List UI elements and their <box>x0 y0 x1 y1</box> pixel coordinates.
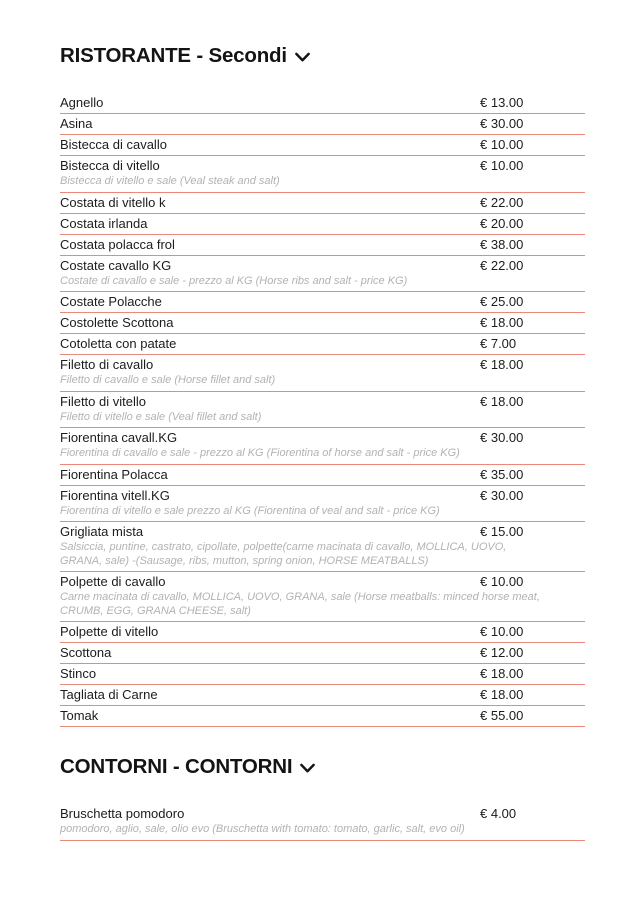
item-description: pomodoro, aglio, sale, olio evo (Bruschetta with tomato: tomato, garlic, salt, evo oil) <box>60 823 465 835</box>
menu-item-row[interactable] <box>60 465 585 486</box>
item-price: € 10.00 <box>480 158 524 173</box>
item-name: Fiorentina vitell.KG <box>60 487 170 503</box>
item-price: € 22.00 <box>480 194 524 210</box>
menu-item-main <box>60 358 585 372</box>
item-price: € 10.00 <box>480 624 524 639</box>
menu-item-row[interactable] <box>60 392 585 429</box>
chevron-down-icon <box>294 49 311 66</box>
item-name: Bistecca di cavallo <box>60 137 167 152</box>
item-price: € 10.00 <box>480 137 524 152</box>
item-name: Stinco <box>60 666 97 681</box>
item-price: € 18.00 <box>480 357 524 372</box>
item-name: Polpette di cavallo <box>60 574 166 589</box>
section-header[interactable] <box>60 44 585 68</box>
menu-item-row[interactable] <box>60 334 585 355</box>
menu-item-row[interactable] <box>60 685 585 706</box>
item-name: Costolette Scottona <box>60 315 174 330</box>
menu-item-main <box>60 807 585 821</box>
menu-item-row[interactable] <box>60 706 585 727</box>
menu-item-row[interactable] <box>60 156 585 193</box>
menu-item-row[interactable] <box>60 93 585 114</box>
menu-item-main <box>60 196 585 210</box>
item-price: € 18.00 <box>480 315 524 330</box>
item-name: Costata di vitello k <box>60 194 166 210</box>
item-price: € 18.00 <box>480 393 524 409</box>
item-price: € 30.00 <box>480 430 524 445</box>
chevron-down-icon <box>299 760 316 777</box>
menu-item-row[interactable] <box>60 193 585 214</box>
menu-section <box>60 755 585 841</box>
menu-item-main <box>60 238 585 252</box>
item-price: € 18.00 <box>480 687 524 702</box>
menu-item-main <box>60 316 585 330</box>
item-price: € 7.00 <box>480 336 517 351</box>
item-price: € 18.00 <box>480 666 524 681</box>
menu-item-main <box>60 575 585 589</box>
item-name: Filetto di vitello <box>60 393 146 409</box>
menu-item-row[interactable] <box>60 114 585 135</box>
item-name: Filetto di cavallo <box>60 357 154 372</box>
item-price: € 55.00 <box>480 708 524 723</box>
menu-item-row[interactable] <box>60 135 585 156</box>
menu-item-row[interactable] <box>60 664 585 685</box>
item-name: Tomak <box>60 708 99 723</box>
menu-sections <box>60 44 585 841</box>
menu-item-main <box>60 431 585 445</box>
item-price: € 35.00 <box>480 466 524 482</box>
section-title: CONTORNI - CONTORNI <box>60 755 293 778</box>
menu-item-main <box>60 159 585 173</box>
menu-item-main <box>60 625 585 639</box>
menu-item-row[interactable] <box>60 214 585 235</box>
menu-item-main <box>60 489 585 503</box>
item-description: Fiorentina di cavallo e sale - prezzo al KG (Fiorentina of horse and salt - price KG) <box>60 447 460 459</box>
item-name: Bistecca di vitello <box>60 158 160 173</box>
menu-item-main <box>60 525 585 539</box>
menu-item-row[interactable] <box>60 355 585 392</box>
menu-item-main <box>60 337 585 351</box>
item-name: Agnello <box>60 95 104 110</box>
item-name: Polpette di vitello <box>60 624 159 639</box>
menu-item-row[interactable] <box>60 522 585 572</box>
item-price: € 30.00 <box>480 487 524 503</box>
item-price: € 12.00 <box>480 645 524 660</box>
item-name: Costate Polacche <box>60 294 162 309</box>
menu-item-main <box>60 217 585 231</box>
item-name: Tagliata di Carne <box>60 687 158 702</box>
menu-item-main <box>60 395 585 409</box>
section-title: RISTORANTE - Secondi <box>60 44 287 67</box>
item-description: Fiorentina di vitello e sale prezzo al KG (Fiorentina of veal and salt - price KG) <box>60 504 440 517</box>
item-name: Asina <box>60 116 93 131</box>
menu-item-row[interactable] <box>60 256 585 293</box>
section-header[interactable] <box>60 755 585 779</box>
menu-item-row[interactable] <box>60 486 585 523</box>
item-description: Carne macinata di cavallo, MOLLICA, UOVO, GRANA, sale (Horse meatballs: minced horse meat, CRUMB, EGG, GRANA CHEESE, salt) <box>60 591 540 617</box>
item-price: € 20.00 <box>480 215 524 231</box>
item-price: € 38.00 <box>480 236 524 252</box>
menu-item-main <box>60 709 585 723</box>
menu-item-main <box>60 117 585 131</box>
menu-section <box>60 44 585 727</box>
menu-item-main <box>60 96 585 110</box>
item-name: Cotoletta con patate <box>60 336 177 351</box>
item-description: Salsiccia, puntine, castrato, cipollate, polpette(carne macinata di cavallo, MOLLICA, UOVO, GRANA, sale) -(Sausage, ribs, mutton, spring onion, HORSE MEATBALLS) <box>60 541 507 567</box>
menu-item-main <box>60 468 585 482</box>
menu-item-row[interactable] <box>60 313 585 334</box>
item-name: Costata polacca frol <box>60 236 175 252</box>
menu-item-main <box>60 646 585 660</box>
item-description: Filetto di vitello e sale (Veal fillet and salt) <box>60 410 262 423</box>
item-name: Scottona <box>60 645 112 660</box>
item-name: Grigliata mista <box>60 524 144 539</box>
item-name: Bruschetta pomodoro <box>60 806 185 821</box>
item-name: Costate cavallo KG <box>60 257 172 273</box>
menu-item-main <box>60 138 585 152</box>
item-description: Costate di cavallo e sale - prezzo al KG (Horse ribs and salt - price KG) <box>60 274 408 287</box>
menu-item-row[interactable] <box>60 428 585 465</box>
menu-item-main <box>60 259 585 273</box>
item-price: € 25.00 <box>480 294 524 309</box>
item-name: Fiorentina Polacca <box>60 466 168 482</box>
menu-item-row[interactable] <box>60 235 585 256</box>
item-price: € 22.00 <box>480 257 524 273</box>
item-price: € 4.00 <box>480 806 517 821</box>
menu-item-row[interactable] <box>60 643 585 664</box>
item-description: Bistecca di vitello e sale (Veal steak and salt) <box>60 175 280 187</box>
item-name: Costata irlanda <box>60 215 148 231</box>
menu-item-row[interactable] <box>60 622 585 643</box>
item-price: € 30.00 <box>480 116 524 131</box>
menu-item-row[interactable] <box>60 804 585 841</box>
menu-item-main <box>60 667 585 681</box>
menu-item-main <box>60 688 585 702</box>
item-price: € 10.00 <box>480 574 524 589</box>
menu-item-main <box>60 295 585 309</box>
item-price: € 13.00 <box>480 95 524 110</box>
menu-item-row[interactable] <box>60 292 585 313</box>
section-items <box>60 93 585 727</box>
section-items <box>60 804 585 841</box>
item-price: € 15.00 <box>480 524 524 539</box>
item-description: Filetto di cavallo e sale (Horse fillet and salt) <box>60 374 276 386</box>
item-name: Fiorentina cavall.KG <box>60 430 178 445</box>
menu-item-row[interactable] <box>60 572 585 622</box>
